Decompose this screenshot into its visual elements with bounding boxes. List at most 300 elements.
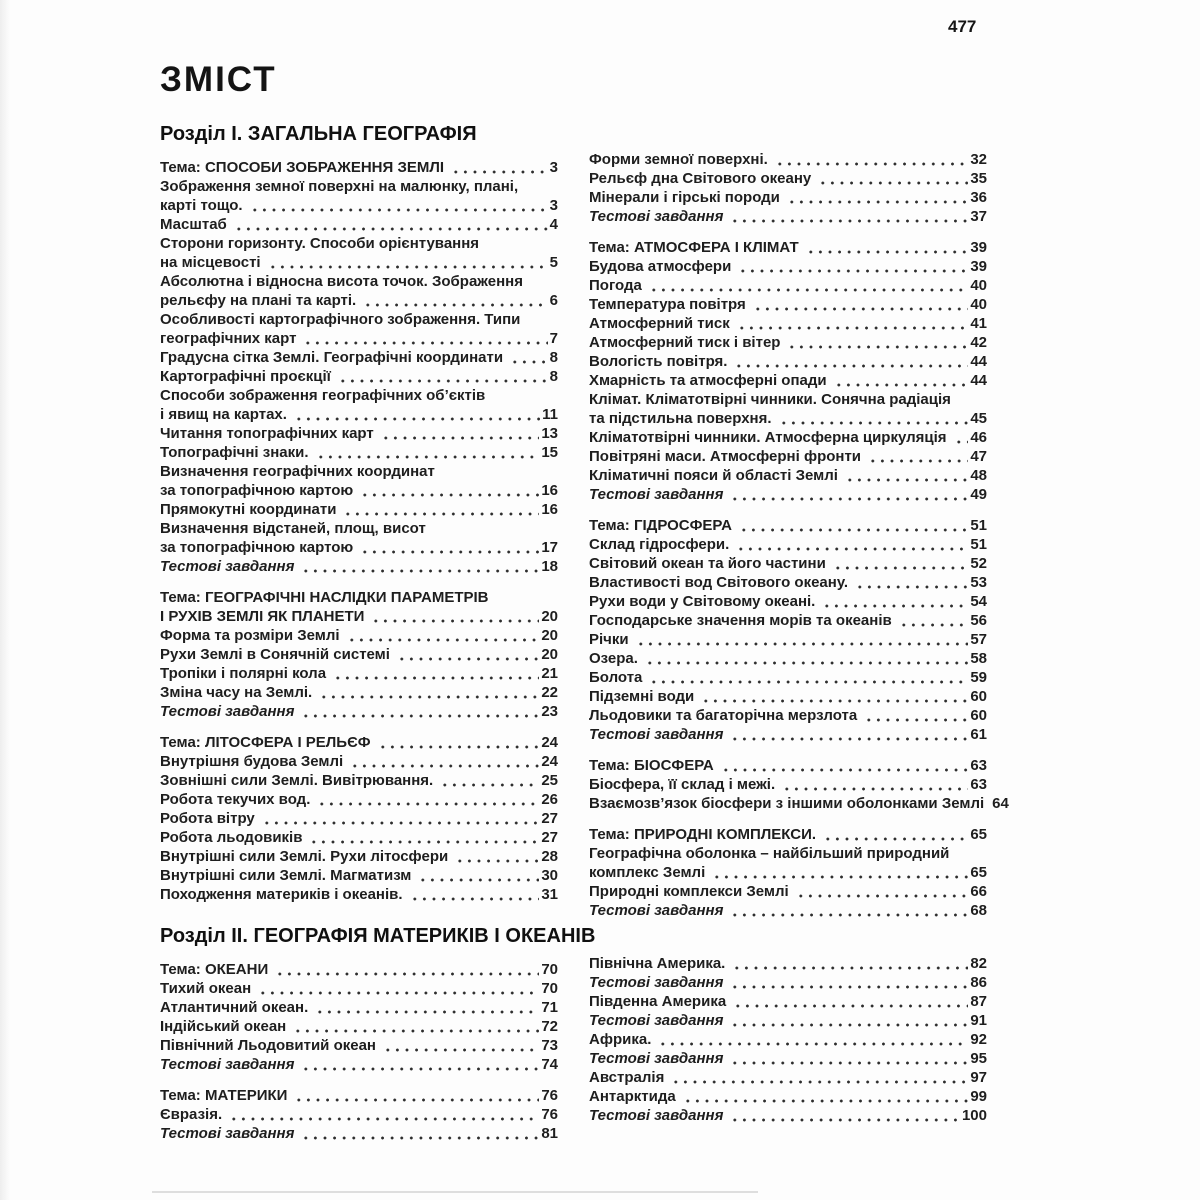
toc-entry-page: 42 [970,334,987,351]
toc-entry-text: Тема: ГЕОГРАФІЧНІ НАСЛІДКИ ПАРАМЕТРІВ [160,589,489,606]
toc-entry [589,466,987,485]
toc-entry-page: 92 [970,1031,987,1048]
toc-entry [589,1068,987,1087]
toc-entry-page: 16 [541,482,558,499]
dot-leader [780,775,968,794]
toc-entry-text: Тестові завдання [589,974,724,991]
toc-entry-page: 28 [541,848,558,865]
toc-group [160,960,558,1074]
dot-leader [794,882,969,901]
dot-leader [785,333,968,352]
toc-entry [589,485,987,504]
toc-entry-page: 18 [541,558,558,575]
toc-entry [589,825,987,844]
dot-leader [719,756,969,775]
toc-entry-text: Тестові завдання [160,1125,295,1142]
toc-group [589,516,987,744]
toc-entry-page: 35 [970,170,987,187]
dot-leader [341,500,539,519]
dot-leader [731,992,968,1011]
toc-entry [160,443,558,462]
toc-entry [589,188,987,207]
toc-entry-text: Особливості картографічного зображення. Типи [160,311,521,328]
toc-entry-page: 65 [970,826,987,843]
toc-entry-page: 22 [541,684,558,701]
section-header: Розділ ІІ. ГЕОГРАФІЯ МАТЕРИКІВ І ОКЕАНІВ [160,925,596,947]
toc-entry-page: 73 [541,1037,558,1054]
toc-entry-page: 72 [541,1018,558,1035]
toc-entry [589,611,987,630]
toc-entry-page: 20 [541,646,558,663]
toc-entry-page: 11 [542,406,558,423]
toc-group [160,158,558,576]
toc-entry [160,158,558,177]
toc-entry [589,706,987,725]
toc-entry-page: 39 [970,258,987,275]
toc-entry-page: 46 [970,429,987,446]
toc-entry-text: Льодовики та багаторічна мерзлота [589,707,858,724]
dot-leader [292,1086,539,1105]
toc-entry-page: 44 [970,353,987,370]
toc-entry-text: Робота текучих вод. [160,791,311,808]
toc-entry-text: Вологість повітря. [589,353,728,370]
toc-entry-text: географічних карт [160,330,297,347]
toc-entry-text: Градусна сітка Землі. Географічні координати [160,349,504,366]
toc-entry [160,752,558,771]
toc-entry [589,1087,987,1106]
toc-entry-page: 76 [541,1106,558,1123]
toc-entry-text: Тестові завдання [589,1050,724,1067]
dot-leader [777,409,969,428]
dot-leader [381,1036,539,1055]
toc-entry-text: Господарське значення морів та океанів [589,612,892,629]
toc-entry-page: 25 [541,772,558,789]
toc-entry-text: Масштаб [160,216,227,233]
toc-entry-text: Тема: БІОСФЕРА [589,757,714,774]
page-number: 477 [948,17,977,36]
dot-leader [643,649,968,668]
toc-entry-text: Робота льодовиків [160,829,303,846]
toc-entry-text: Внутрішні сили Землі. Магматизм [160,867,412,884]
toc-entry [160,557,558,576]
dot-leader [301,329,547,348]
dot-leader [681,1087,969,1106]
toc-group [160,1086,558,1143]
toc-entry [589,687,987,706]
toc-entry [589,516,987,535]
toc-entry-continuation [589,844,987,863]
dot-leader [307,828,539,847]
toc-entry-page: 20 [541,627,558,644]
dot-leader [256,979,539,998]
toc-group [160,733,558,904]
dot-leader [345,626,540,645]
toc-entry-page: 81 [541,1125,558,1142]
toc-entry [160,702,558,721]
dot-leader [647,276,968,295]
toc-entry-text: Повітряні маси. Атмосферні фронти [589,448,862,465]
toc-entry-text: Болота [589,669,643,686]
toc-entry-text: Кліматотвірні чинники. Атмосферна циркуляція [589,429,947,446]
dot-leader [232,215,548,234]
toc-entry [589,668,987,687]
toc-entry-text: Рельєф дна Світового океану [589,170,812,187]
toc-entry-page: 58 [970,650,987,667]
dot-leader [248,196,548,215]
toc-entry [589,649,987,668]
toc-entry-text: Походження материків і океанів. [160,886,403,903]
dot-leader [816,169,968,188]
toc-entry [589,592,987,611]
toc-entry [160,1055,558,1074]
toc-entry-page: 4 [549,216,558,233]
toc-entry-page: 15 [541,444,558,461]
toc-entry-text: Природні комплекси Землі [589,883,789,900]
toc-entry [160,790,558,809]
toc-entry-page: 60 [970,707,987,724]
toc-entry [160,1036,558,1055]
toc-entry-page: 56 [970,612,987,629]
dot-leader [804,238,969,257]
toc-entry [589,371,987,390]
toc-entry [160,500,558,519]
toc-entry-continuation [160,462,558,481]
toc-entry-text: Тема: ГІДРОСФЕРА [589,517,732,534]
toc-entry-page: 7 [549,330,558,347]
toc-entry [160,538,558,557]
toc-entry-text: Властивості вод Світового океану. [589,574,849,591]
toc-entry-page: 27 [541,829,558,846]
dot-leader [376,733,540,752]
toc-entry-text: комплекс Землі [589,864,706,881]
dot-leader [299,702,539,721]
toc-entry-text: Тема: ОКЕАНИ [160,961,269,978]
dot-leader [728,973,968,992]
toc-entry-page: 74 [541,1056,558,1073]
toc-group [589,954,987,1125]
toc-entry [589,169,987,188]
toc-entry [589,295,987,314]
toc-entry-text: Рухи води у Світовому океані. [589,593,816,610]
toc-entry [589,554,987,573]
dot-leader [227,1105,539,1124]
toc-entry-continuation [160,588,558,607]
toc-entry-text: Озера. [589,650,638,667]
dot-leader [336,367,548,386]
dot-leader [710,863,968,882]
toc-entry-text: Форма та розміри Землі [160,627,340,644]
toc-entry-text: Визначення географічних координат [160,463,435,480]
section-header: Розділ І. ЗАГАЛЬНА ГЕОГРАФІЯ [160,123,477,145]
toc-entry-text: на місцевості [160,254,261,271]
toc-entry-continuation [160,519,558,538]
dot-leader [728,485,968,504]
toc-entry-text: та підстильна поверхня. [589,410,772,427]
toc-entry [589,314,987,333]
toc-entry [160,1086,558,1105]
dot-leader [395,645,539,664]
toc-entry-page: 61 [970,726,987,743]
dot-leader [369,607,539,626]
dot-leader [438,771,539,790]
toc-entry [160,405,558,424]
toc-entry [160,809,558,828]
toc-entry [160,481,558,500]
toc-entry-text: Австралія [589,1069,665,1086]
dot-leader [730,954,968,973]
toc-entry-text: Погода [589,277,642,294]
scan-edge-shading [0,0,10,1200]
toc-entry-page: 51 [970,536,987,553]
dot-leader [331,664,539,683]
toc-entry [589,207,987,226]
dot-leader [453,847,539,866]
toc-entry [160,215,558,234]
toc-entry-page: 6 [549,292,558,309]
toc-entry-text: Індійський океан [160,1018,287,1035]
dot-leader [669,1068,968,1087]
toc-entry-text: Світовий океан та його частини [589,555,826,572]
toc-entry-page: 27 [541,810,558,827]
toc-entry-page: 31 [541,886,558,903]
toc-entry-text: Читання топографічних карт [160,425,374,442]
toc-entry [160,683,558,702]
toc-entry [160,1105,558,1124]
toc-entry-continuation [589,390,987,409]
toc-entry-page: 87 [970,993,987,1010]
toc-entry [589,901,987,920]
dot-leader [773,150,968,169]
dot-leader [728,725,968,744]
dot-leader [299,1055,539,1074]
toc-entry-page: 32 [970,151,987,168]
toc-entry-text: Мінерали і гірські породи [589,189,780,206]
toc-entry-text: Зміна часу на Землі. [160,684,313,701]
dot-leader [820,592,968,611]
dot-leader [260,809,540,828]
toc-entry-text: Тестові завдання [589,1012,724,1029]
toc-entry-text: Тестові завдання [160,1056,295,1073]
toc-entry [589,276,987,295]
toc-entry [589,882,987,901]
toc-entry-text: Способи зображення географічних об’єктів [160,387,486,404]
toc-entry-page: 60 [970,688,987,705]
toc-entry [589,150,987,169]
toc-entry-text: карті тощо. [160,197,243,214]
dot-leader [416,866,539,885]
toc-entry-page: 39 [970,239,987,256]
toc-entry-page: 99 [970,1088,987,1105]
toc-group [589,150,987,226]
toc-entry-page: 24 [541,753,558,770]
toc-entry [589,447,987,466]
toc-entry-text: Атлантичний океан. [160,999,309,1016]
toc-entry-page: 51 [970,517,987,534]
toc-entry [589,409,987,428]
toc-entry-page: 70 [541,980,558,997]
toc-entry-text: Робота вітру [160,810,255,827]
toc-entry [160,329,558,348]
toc-entry-page: 23 [541,703,558,720]
toc-entry-text: Тестові завдання [589,726,724,743]
toc-entry-continuation [160,177,558,196]
dot-leader [656,1030,968,1049]
toc-entry-text: Рухи Землі в Сонячній системі [160,646,390,663]
dot-leader [348,752,539,771]
toc-entry [589,1011,987,1030]
dot-leader [291,1017,539,1036]
toc-entry-page: 45 [970,410,987,427]
toc-entry-page: 20 [541,608,558,625]
toc-entry [160,291,558,310]
toc-entry [589,1049,987,1068]
dot-leader [266,253,548,272]
toc-column-right [589,150,1009,1125]
toc-entry-text: Взаємозв’язок біосфери з іншими оболонками Землі [589,795,985,812]
toc-entry-text: Антарктида [589,1088,676,1105]
dot-leader [699,687,968,706]
toc-entry-page: 71 [541,999,558,1016]
toc-entry-text: Географічна оболонка – найбільший природний [589,845,950,862]
toc-entry-page: 21 [541,665,558,682]
dot-leader [866,447,968,466]
dot-leader [299,557,539,576]
dot-leader [728,901,968,920]
toc-entry-page: 95 [970,1050,987,1067]
toc-entry-page: 40 [970,277,987,294]
dot-leader [862,706,968,725]
toc-entry-text: Зовнішні сили Землі. Вивітрювання. [160,772,434,789]
toc-entry [589,257,987,276]
toc-entry-page: 41 [970,315,987,332]
toc-entry-text: Зображення земної поверхні на малюнку, плані, [160,178,519,195]
toc-entry-continuation [160,386,558,405]
toc-entry-text: Визначення відстаней, площ, висот [160,520,426,537]
dot-leader [408,885,540,904]
toc-entry [160,645,558,664]
toc-entry [589,1106,987,1125]
dot-leader [832,371,969,390]
toc-entry-text: і явищ на картах. [160,406,287,423]
dot-leader [361,291,547,310]
toc-entry [589,352,987,371]
toc-entry [589,535,987,554]
toc-entry-page: 44 [970,372,987,389]
toc-entry-text: Африка. [589,1031,652,1048]
toc-entry-text: рельєфу на плані та карті. [160,292,357,309]
dot-leader [317,683,539,702]
toc-entry-text: за топографічною картою [160,482,354,499]
toc-entry-text: Північний Льодовитий океан [160,1037,376,1054]
toc-entry-text: Абсолютна і відносна висота точок. Зображення [160,273,523,290]
toc-entry-text: Форми земної поверхні. [589,151,768,168]
toc-entry-page: 86 [970,974,987,991]
toc-entry-text: Річки [589,631,629,648]
toc-group [589,756,1009,813]
toc-entry-page: 49 [970,486,987,503]
dot-leader [299,1124,539,1143]
toc-entry [160,348,558,367]
toc-column-left [160,122,596,1143]
toc-entry-continuation [160,310,558,329]
toc-entry-text: Атмосферний тиск [589,315,730,332]
toc-entry [589,428,987,447]
toc-entry-page: 91 [970,1012,987,1029]
toc-entry-text: Сторони горизонту. Способи орієнтування [160,235,480,252]
toc-entry-page: 8 [549,368,558,385]
toc-entry-text: Тестові завдання [589,902,724,919]
toc-entry-page: 30 [541,867,558,884]
toc-entry-page: 57 [970,631,987,648]
toc-entry [160,664,558,683]
toc-entry-page: 36 [970,189,987,206]
toc-entry-continuation [160,234,558,253]
toc-entry [589,630,987,649]
toc-entry-text: Тестові завдання [160,558,295,575]
toc-group [589,825,987,920]
toc-entry-page: 37 [970,208,987,225]
toc-entry-text: Тема: ЛІТОСФЕРА І РЕЛЬЄФ [160,734,371,751]
dot-leader [737,516,968,535]
dot-leader [728,1106,960,1125]
toc-entry-page: 82 [970,955,987,972]
toc-entry-text: Температура повітря [589,296,746,313]
dot-leader [728,1049,968,1068]
toc-entry [589,1030,987,1049]
toc-entry-page: 13 [541,425,558,442]
toc-entry-page: 97 [970,1069,987,1086]
dot-leader [785,188,968,207]
toc-entry [589,756,987,775]
toc-entry-text: Топографічні знаки. [160,444,309,461]
toc-entry-text: Північна Америка. [589,955,726,972]
toc-group [589,238,987,504]
toc-entry-page: 17 [541,539,558,556]
toc-entry-text: Кліматичні пояси й області Землі [589,467,838,484]
toc-entry-text: Тема: СПОСОБИ ЗОБРАЖЕННЯ ЗЕМЛІ [160,159,445,176]
toc-entry-page: 16 [541,501,558,518]
toc-entry-text: Хмарність та атмосферні опади [589,372,827,389]
toc-entry [160,1017,558,1036]
toc-entry [160,196,558,215]
toc-entry [160,626,558,645]
toc-entry [589,973,987,992]
toc-entry [589,573,987,592]
dot-leader [751,295,969,314]
toc-entry [589,863,987,882]
toc-entry [160,885,558,904]
dot-leader [843,466,968,485]
toc-entry-text: Євразія. [160,1106,223,1123]
dot-leader [735,314,969,333]
toc-entry [589,333,987,352]
toc-entry-page: 3 [549,197,558,214]
toc-entry-page: 8 [549,349,558,366]
toc-entry [160,424,558,443]
toc-entry-text: Тестові завдання [589,208,724,225]
toc-entry-page: 76 [541,1087,558,1104]
toc-entry-page: 24 [541,734,558,751]
toc-entry [160,998,558,1017]
toc-entry [160,733,558,752]
toc-entry-text: Атмосферний тиск і вітер [589,334,781,351]
toc-entry [160,607,558,626]
dot-leader [732,352,968,371]
toc-entry [160,367,558,386]
toc-entry [160,1124,558,1143]
dot-leader [273,960,539,979]
toc-entry-text: Тестові завдання [589,1107,724,1124]
